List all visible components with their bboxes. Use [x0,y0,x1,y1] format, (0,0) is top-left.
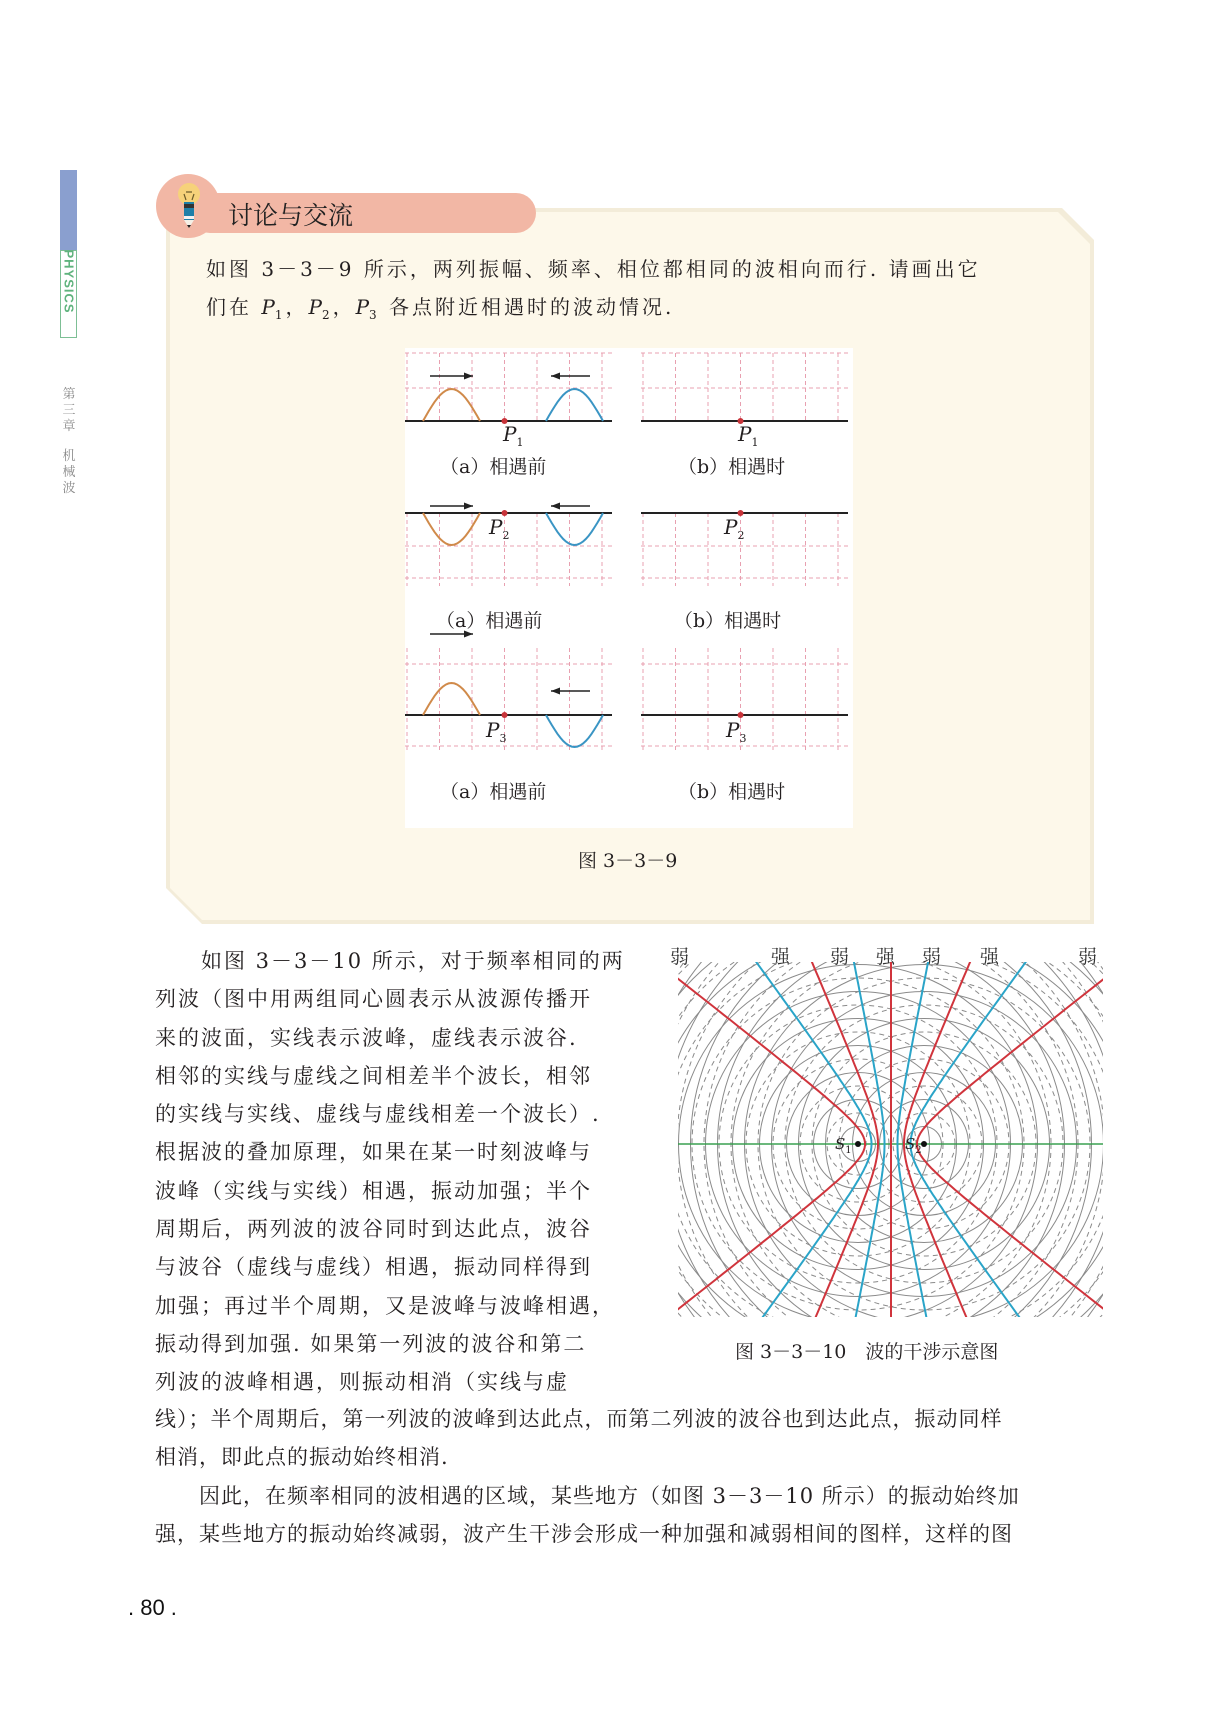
figure-3-3-9 [405,348,853,828]
label-weak: 弱 [670,946,690,968]
chapter-title-char: 机 [62,449,76,464]
caption-before-2: （a）相遇前 [436,610,543,632]
discussion-intro [206,250,1070,334]
caption-before-3: （a）相遇前 [440,781,547,803]
text-line: 如图 3－3－10 所示，对于频率相同的两 [155,949,625,973]
source-s1-dot [855,1141,861,1147]
body-text-column [155,942,633,1402]
text-line: 加强；再过半个周期，又是波峰与波峰相遇， [155,1293,615,1318]
wave-diagrams [405,348,853,828]
text-line: 相邻的实线与虚线之间相差半个波长，相邻 [155,1063,592,1088]
lightbulb-pencil-icon [172,180,206,232]
caption-during-2: （b）相遇时 [674,610,782,632]
page-number: . 80 . [128,1595,177,1620]
caption-before-1: （a）相遇前 [440,456,547,478]
text-line: 强，某些地方的振动始终减弱，波产生干涉会形成一种加强和减弱相间的图样，这样的图 [155,1521,1013,1546]
subject-tab [60,170,77,338]
text-line: 因此，在频率相同的波相遇的区域，某些地方（如图 3－3－10 所示）的振动始终加 [155,1483,1020,1508]
right-wave-pulse [546,715,603,747]
label-strong: 强 [771,946,791,968]
chapter-title-char: 波 [62,481,76,496]
chapter-char: 三 [62,403,76,418]
point-label-p1-b: $P_1$ [738,422,759,449]
source-s2-dot [921,1141,927,1147]
caption-during-3: （b）相遇时 [678,781,786,803]
interference-pattern [678,962,1103,1317]
text-line: 振动得到加强. 如果第一列波的波谷和第二 [155,1331,587,1356]
chapter-label [61,387,77,497]
text-line: 列波的波峰相遇，则振动相消（实线与虚 [155,1370,569,1395]
label-strong: 强 [980,946,1000,968]
text-line: 的实线与实线、虚线与虚线相差一个波长）. [155,1102,601,1127]
subject-label: PHYSICS [61,249,77,314]
discussion-title: 讨论与交流 [228,201,354,230]
point-label-p2-b: $P_2$ [724,515,745,542]
arrow-left-icon-head [551,688,560,695]
text-line: 与波谷（虚线与虚线）相遇，振动同样得到 [155,1255,592,1280]
subject-tab-color-bar [60,170,77,250]
source-label-s2: $S_2$ [905,1135,922,1156]
text-line: 周期后，两列波的波谷同时到达此点，波谷 [155,1217,592,1242]
intro-line-1: 如图 3－3－9 所示，两列振幅、频率、相位都相同的波相向而行. 请画出它 [206,257,981,281]
arrow-right-icon-head [464,503,473,510]
chapter-char: 章 [62,419,76,434]
text-line: 线）；半个周期后，第一列波的波峰到达此点，而第二列波的波谷也到达此点，振动同样 [155,1407,1003,1431]
point-label-p3-b: $P_3$ [726,718,747,745]
point-label-p3-a: $P_3$ [486,718,507,745]
subject-tab-label-box [60,250,77,338]
left-wave-pulse [423,513,480,545]
text-line: 列波（图中用两组同心圆表示从波源传播开 [155,987,592,1012]
caption-during-1: （b）相遇时 [678,456,786,478]
arrow-left-icon-head [551,373,560,380]
chapter-title-char: 械 [62,465,76,480]
chapter-char: 第 [62,387,76,402]
figure-caption-3-3-9: 图 3－3－9 [578,850,678,872]
label-strong: 强 [876,946,896,968]
right-wave-pulse [546,389,603,421]
intro-line-2: 们在 $P_1$，$P_2$，$P_3$ 各点附近相遇时的波动情况. [206,295,675,322]
text-line: 根据波的叠加原理，如果在某一时刻波峰与 [155,1140,592,1165]
body-text-full [155,1400,1105,1553]
left-wave-pulse [423,389,480,421]
text-line: 来的波面，实线表示波峰，虚线表示波谷. [155,1025,578,1050]
figure-3-3-10 [678,962,1103,1317]
figure-caption-3-3-10: 图 3－3－10 波的干涉示意图 [735,1341,999,1363]
label-weak: 弱 [830,946,850,968]
label-weak: 弱 [1078,946,1098,968]
arrow-left-icon-head [551,503,560,510]
point-label-p2-a: $P_2$ [489,515,510,542]
arrow-right-icon-head [464,373,473,380]
source-label-s1: $S_1$ [835,1135,852,1156]
text-line: 相消，即此点的振动始终相消. [155,1445,449,1470]
text-line: 波峰（实线与实线）相遇，振动加强；半个 [155,1178,592,1203]
right-wave-pulse [546,513,603,545]
point-label-p1-a: $P_1$ [503,422,524,449]
left-wave-pulse [423,683,480,715]
weak-line [911,962,1088,1317]
label-weak: 弱 [922,946,942,968]
wavefronts [678,962,1103,1317]
